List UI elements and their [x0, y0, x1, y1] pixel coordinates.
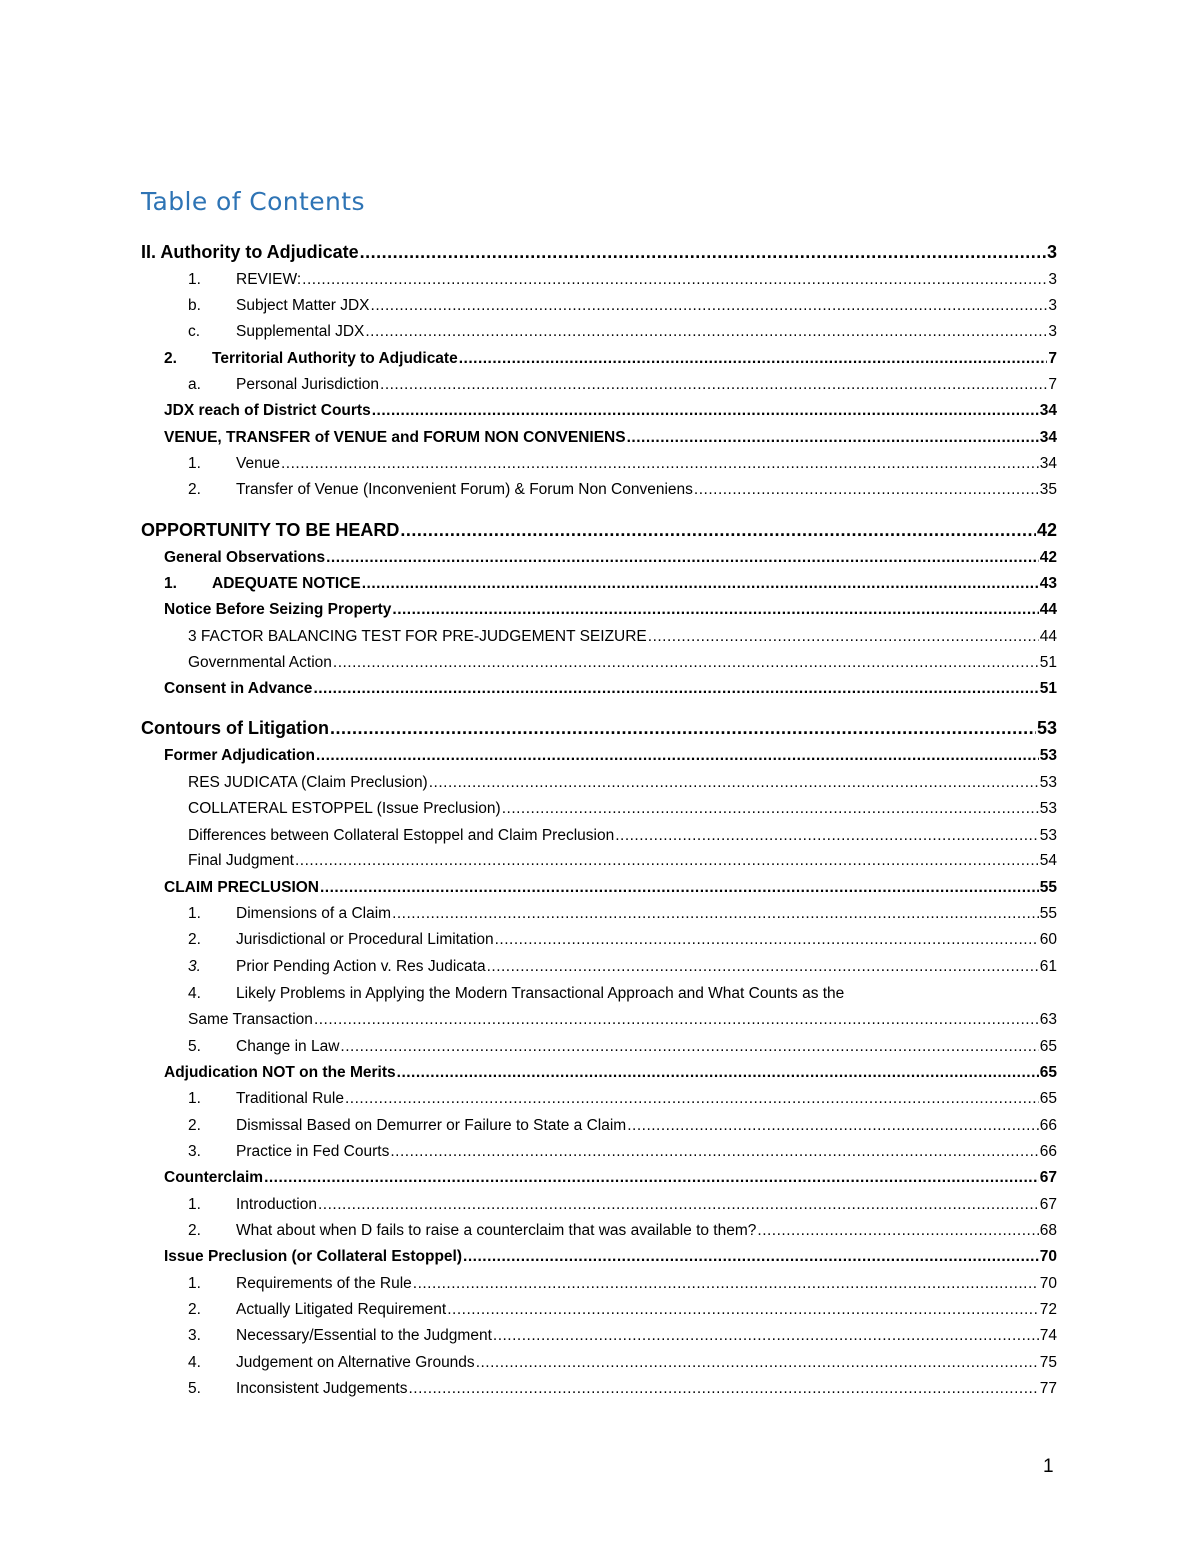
dot-leader [326, 546, 1039, 570]
toc-entry-label: II. Authority to Adjudicate [141, 242, 359, 262]
toc-entry-level3[interactable] [188, 849, 1057, 873]
toc-entry-page: 70 [1039, 1275, 1057, 1292]
toc-entry-number: 5. [188, 1380, 201, 1397]
toc-entry-level3[interactable] [188, 955, 1057, 979]
dot-leader [694, 478, 1039, 502]
toc-entry-number: 1. [188, 455, 201, 472]
toc-entry-label: Necessary/Essential to the Judgment [236, 1327, 492, 1344]
toc-entry-label: Adjudication NOT on the Merits [164, 1064, 396, 1081]
dot-leader [318, 1193, 1039, 1217]
toc-entry-label: Personal Jurisdiction [236, 376, 380, 393]
toc-entry-label-continued: Same Transaction [188, 1011, 313, 1028]
dot-leader [281, 452, 1039, 476]
toc-entry-label: Jurisdictional or Procedural Limitation [236, 931, 494, 948]
dot-leader [264, 1166, 1039, 1190]
dot-leader [463, 1245, 1039, 1269]
toc-entry-level3[interactable] [188, 373, 1057, 397]
toc-entry-level3[interactable] [188, 651, 1057, 675]
toc-entry-level1[interactable] [141, 518, 1057, 542]
toc-entry-page: 63 [1039, 1011, 1057, 1028]
dot-leader [365, 320, 1047, 344]
toc-entry-number: 4. [188, 985, 201, 1002]
dot-leader [413, 1272, 1039, 1296]
toc-entry-label: VENUE, TRANSFER of VENUE and FORUM NON CONVENIENS [164, 429, 626, 446]
toc-entry-number: 1. [188, 905, 201, 922]
toc-entry-label: Actually Litigated Requirement [236, 1301, 447, 1318]
dot-leader [390, 1140, 1038, 1164]
toc-entry-level3[interactable] [188, 797, 1057, 821]
toc-entry-page: 51 [1039, 654, 1057, 671]
toc-entry-label: General Observations [164, 549, 326, 566]
toc-entry-label: Introduction [236, 1196, 317, 1213]
dot-leader [476, 1351, 1039, 1375]
toc-entry-level2[interactable] [164, 1166, 1057, 1190]
toc-entry-label: JDX reach of District Courts [164, 402, 371, 419]
dot-leader [408, 1377, 1038, 1401]
toc-entry-number: 4. [188, 1354, 201, 1371]
dot-leader [757, 1219, 1038, 1243]
toc-entry-level1[interactable] [141, 240, 1057, 264]
toc-entry-label: RES JUDICATA (Claim Preclusion) [188, 774, 428, 791]
toc-entry-label: Judgement on Alternative Grounds [236, 1354, 475, 1371]
toc-entry-label: Change in Law [236, 1038, 340, 1055]
toc-entry-page: 51 [1039, 680, 1057, 697]
toc-entry-label: Counterclaim [164, 1169, 264, 1186]
toc-entry-number: 1. [188, 1275, 201, 1292]
toc-entry-label: Likely Problems in Applying the Modern Transactional Approach and What Counts as the [236, 985, 845, 1002]
toc-entry-label: Subject Matter JDX [236, 297, 370, 314]
toc-entry-level3[interactable] [188, 1272, 1057, 1296]
toc-entry-level3[interactable] [188, 1377, 1057, 1401]
toc-entry-number: 2. [188, 931, 201, 948]
toc-entry-number: 1. [188, 271, 201, 288]
toc-entry-number: 3. [188, 1143, 201, 1160]
toc-entry-page: 44 [1039, 601, 1057, 618]
toc-entry-label: CLAIM PRECLUSION [164, 879, 319, 896]
toc-entry-level3[interactable] [188, 771, 1057, 795]
toc-entry-page: 3 [1048, 323, 1057, 340]
toc-entry-number: c. [188, 323, 201, 340]
toc-entry-number: 2. [164, 350, 177, 367]
toc-entry-label: Contours of Litigation [141, 718, 329, 738]
dot-leader [333, 651, 1039, 675]
toc-entry-level1[interactable] [141, 716, 1057, 740]
dot-leader [459, 347, 1048, 371]
toc-entry-page: 65 [1039, 1064, 1057, 1081]
toc-entry-label: 3 FACTOR BALANCING TEST FOR PRE-JUDGEMENT SEIZURE [188, 628, 647, 645]
toc-entry-page: 60 [1039, 931, 1057, 948]
toc-entry-continuation-line [188, 1007, 1057, 1033]
toc-entry-level2[interactable] [164, 1061, 1057, 1085]
dot-leader [295, 849, 1039, 873]
toc-entry-page: 34 [1039, 429, 1057, 446]
dot-leader [380, 373, 1047, 397]
toc-entry-number: 2. [188, 1117, 201, 1134]
toc-entry-label: Governmental Action [188, 654, 332, 671]
toc-entry-label: Practice in Fed Courts [236, 1143, 390, 1160]
dot-leader [495, 928, 1039, 952]
toc-entry-level3[interactable] [188, 320, 1057, 344]
toc-entry-page: 65 [1039, 1038, 1057, 1055]
toc-entry-page: 35 [1039, 481, 1057, 498]
toc-entry-label: Traditional Rule [236, 1090, 344, 1107]
toc-entry-page: 54 [1039, 852, 1057, 869]
dot-leader [493, 1324, 1039, 1348]
dot-leader [316, 744, 1039, 768]
toc-entry-label: COLLATERAL ESTOPPEL (Issue Preclusion) [188, 800, 501, 817]
toc-entry-label: OPPORTUNITY TO BE HEARD [141, 520, 400, 540]
toc-entry-level2[interactable] [164, 347, 1057, 371]
dot-leader [392, 902, 1039, 926]
toc-entry-label: Transfer of Venue (Inconvenient Forum) & Forum Non Conveniens [236, 481, 693, 498]
dot-leader [313, 677, 1038, 701]
dot-leader [314, 1007, 1039, 1033]
toc-entry-level3[interactable] [188, 1140, 1057, 1164]
toc-entry-level3[interactable] [188, 1324, 1057, 1348]
toc-entry-page: 55 [1039, 905, 1057, 922]
toc-title: Table of Contents [141, 187, 365, 216]
toc-entry-page: 53 [1039, 800, 1057, 817]
toc-entry-level3[interactable] [188, 1219, 1057, 1243]
toc-entry-label: Issue Preclusion (or Collateral Estoppel) [164, 1248, 463, 1265]
toc-entry-label: Supplemental JDX [236, 323, 365, 340]
toc-entry-level3[interactable] [188, 824, 1057, 848]
dot-leader [392, 598, 1038, 622]
toc-entry-level3[interactable] [188, 928, 1057, 952]
toc-entry-level3[interactable] [188, 452, 1057, 476]
toc-entry-page: 65 [1039, 1090, 1057, 1107]
dot-leader [487, 955, 1039, 979]
toc-entry-page: 53 [1036, 718, 1057, 738]
toc-entry-number: 2. [188, 481, 201, 498]
dot-leader [429, 771, 1039, 795]
toc-entry-first-line [188, 981, 1057, 1007]
toc-entry-label: Dimensions of a Claim [236, 905, 392, 922]
toc-entry-level2[interactable] [164, 744, 1057, 768]
toc-entry-level3[interactable] [188, 294, 1057, 318]
toc-entry-page: 77 [1039, 1380, 1057, 1397]
dot-leader [372, 399, 1039, 423]
toc-entry-page: 67 [1039, 1169, 1057, 1186]
toc-entry-level3-wrapped[interactable] [188, 981, 1057, 1033]
toc-entry-number: a. [188, 376, 201, 393]
toc-entry-number: 1. [188, 1090, 201, 1107]
dot-leader [345, 1087, 1039, 1111]
toc-entry-label: Final Judgment [188, 852, 294, 869]
toc-entry-number: 3. [188, 958, 201, 975]
toc-entry-level3[interactable] [188, 902, 1057, 926]
toc-entry-level3[interactable] [188, 478, 1057, 502]
toc-entry-level3[interactable] [188, 1351, 1057, 1375]
toc-entry-page: 44 [1039, 628, 1057, 645]
toc-entry-level2[interactable] [164, 1245, 1057, 1269]
toc-entry-level2[interactable] [164, 546, 1057, 570]
toc-entry-page: 67 [1039, 1196, 1057, 1213]
toc-entry-level2[interactable] [164, 598, 1057, 622]
toc-entry-label: Dismissal Based on Demurrer or Failure to State a Claim [236, 1117, 627, 1134]
toc-entry-page: 53 [1039, 774, 1057, 791]
toc-entry-level2[interactable] [164, 399, 1057, 423]
dot-leader [397, 1061, 1039, 1085]
toc-entry-page: 75 [1039, 1354, 1057, 1371]
toc-entry-page: 34 [1039, 455, 1057, 472]
toc-entry-page: 74 [1039, 1327, 1057, 1344]
toc-entry-label: Inconsistent Judgements [236, 1380, 408, 1397]
toc-entry-level3[interactable] [188, 1087, 1057, 1111]
toc-entry-level3[interactable] [188, 1035, 1057, 1059]
toc-entry-level3[interactable] [188, 1298, 1057, 1322]
toc-entry-page: 68 [1039, 1222, 1057, 1239]
toc-entry-level2[interactable] [164, 876, 1057, 900]
toc-entry-number: 3. [188, 1327, 201, 1344]
dot-leader [330, 716, 1036, 740]
toc-entry-page: 3 [1048, 297, 1057, 314]
toc-entry-label: Prior Pending Action v. Res Judicata [236, 958, 486, 975]
toc-entry-level2[interactable] [164, 426, 1057, 450]
toc-entry-label: Venue [236, 455, 280, 472]
toc-entry-label: Consent in Advance [164, 680, 313, 697]
toc-entry-page: 55 [1039, 879, 1057, 896]
toc-entry-number: 1. [164, 575, 177, 592]
dot-leader [340, 1035, 1038, 1059]
toc-entry-number: 2. [188, 1301, 201, 1318]
toc-entry-page: 53 [1039, 827, 1057, 844]
dot-leader [302, 268, 1047, 292]
dot-leader [627, 426, 1039, 450]
page-number: 1 [1043, 1456, 1054, 1477]
toc-entry-page: 53 [1039, 747, 1057, 764]
dot-leader [627, 1114, 1039, 1138]
toc-entry-page: 66 [1039, 1117, 1057, 1134]
toc-entry-page: 72 [1039, 1301, 1057, 1318]
toc-entry-page: 34 [1039, 402, 1057, 419]
dot-leader [400, 518, 1036, 542]
toc-entry-page: 70 [1039, 1248, 1057, 1265]
toc-entry-label: REVIEW: [236, 271, 302, 288]
toc-entry-level2[interactable] [164, 677, 1057, 701]
toc-entry-label: What about when D fails to raise a counterclaim that was available to them? [236, 1222, 757, 1239]
toc-entry-label: Notice Before Seizing Property [164, 601, 392, 618]
toc-entry-level3[interactable] [188, 1193, 1057, 1217]
toc-entry-label: ADEQUATE NOTICE [212, 575, 361, 592]
toc-entry-page: 3 [1046, 242, 1057, 262]
toc-entry-page: 43 [1039, 575, 1057, 592]
dot-leader [320, 876, 1039, 900]
dot-leader [360, 240, 1046, 264]
dot-leader [447, 1298, 1039, 1322]
toc-entry-number: b. [188, 297, 201, 314]
toc-entry-level2[interactable] [164, 572, 1057, 596]
toc-entry-label: Differences between Collateral Estoppel and Claim Preclusion [188, 827, 615, 844]
toc-entry-label: Territorial Authority to Adjudicate [212, 350, 458, 367]
toc-entry-number: 5. [188, 1038, 201, 1055]
dot-leader [371, 294, 1048, 318]
toc-entry-page: 66 [1039, 1143, 1057, 1160]
toc-entry-page: 42 [1039, 549, 1057, 566]
dot-leader [362, 572, 1039, 596]
toc-entry-level3[interactable] [188, 268, 1057, 292]
toc-entry-page: 3 [1048, 271, 1057, 288]
toc-entry-label: Requirements of the Rule [236, 1275, 412, 1292]
toc-entry-number: 2. [188, 1222, 201, 1239]
dot-leader [502, 797, 1039, 821]
toc-entry-page: 7 [1048, 376, 1057, 393]
toc-entry-number: 1. [188, 1196, 201, 1213]
dot-leader [648, 625, 1039, 649]
toc-entry-page: 61 [1039, 958, 1057, 975]
toc-entry-page: 42 [1036, 520, 1057, 540]
dot-leader [615, 824, 1039, 848]
toc-entry-label: Former Adjudication [164, 747, 315, 764]
toc-entry-page: 7 [1048, 350, 1057, 367]
toc-entry-level3[interactable] [188, 1114, 1057, 1138]
toc-entry-level3[interactable] [188, 625, 1057, 649]
